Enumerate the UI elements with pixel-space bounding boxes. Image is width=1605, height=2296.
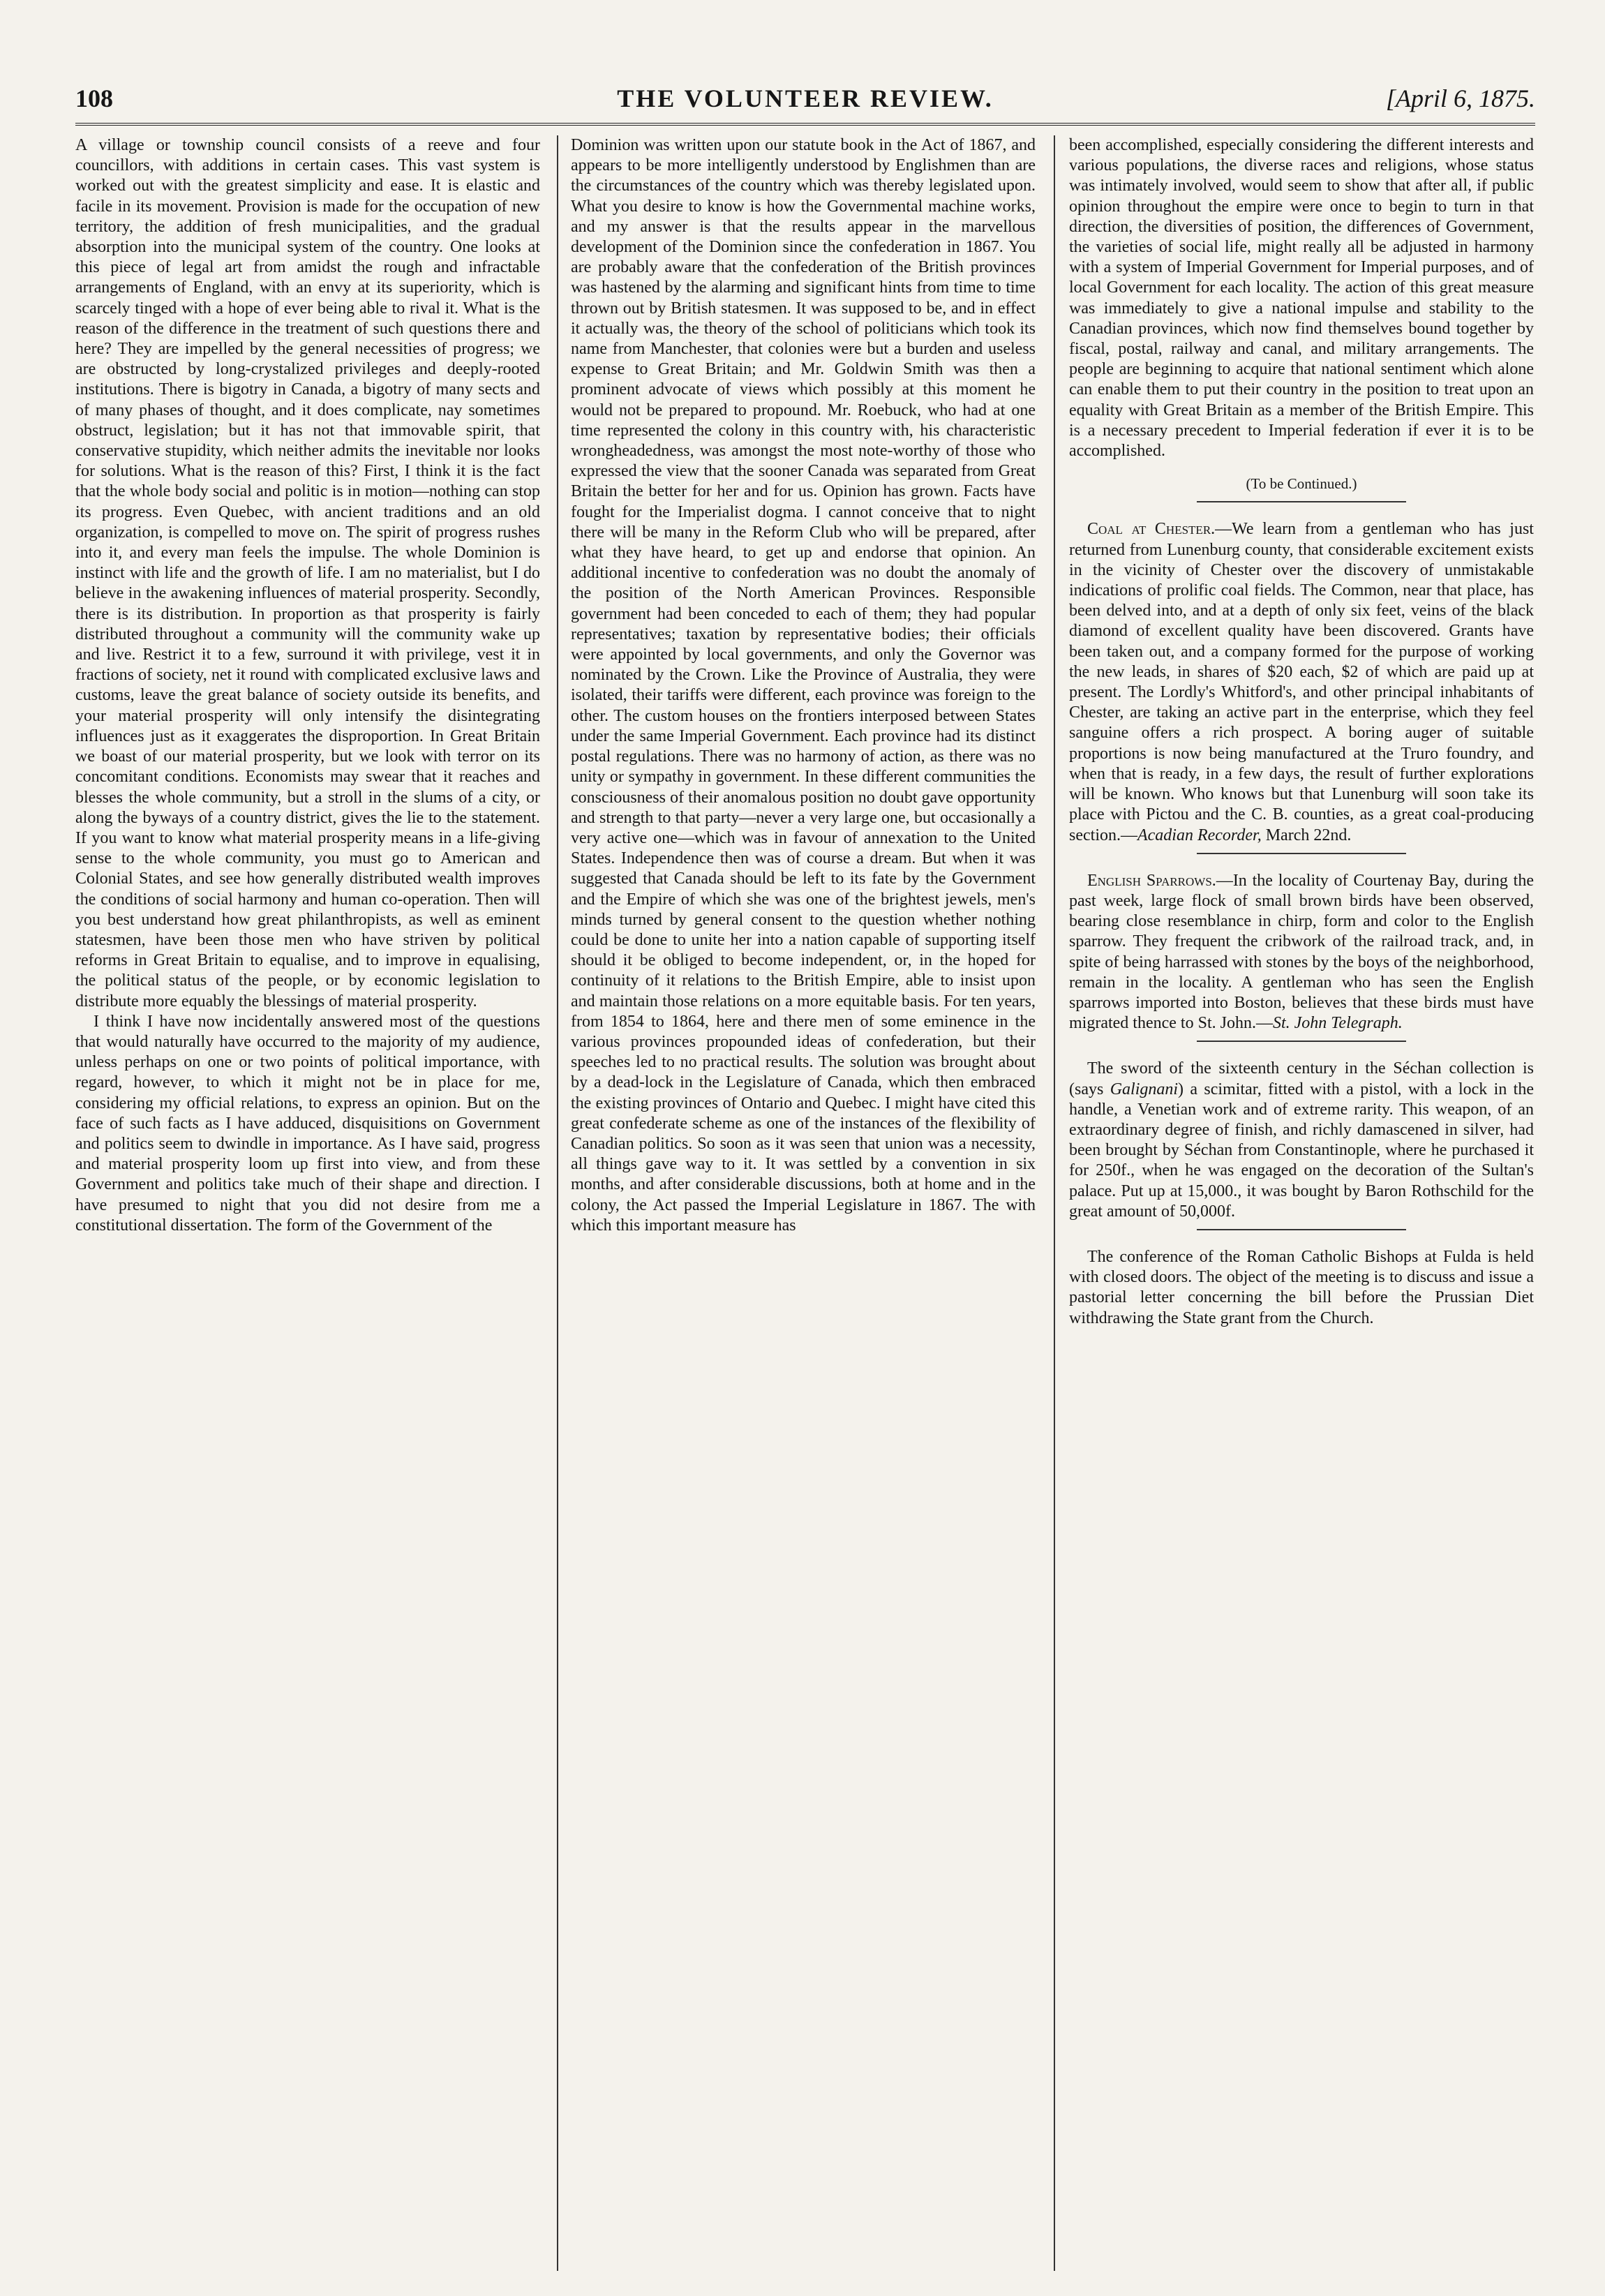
column-divider bbox=[1054, 135, 1055, 2271]
article-paragraph: A village or township council consists of a reeve and four councillors, with additions in certain cases. This vast system is worked out with the greatest simplicity and ease. It is elastic and facile in its movement. Provision is made for the occupation of new territory, the addition of fresh municipalities, and the gradual absorption into the municipal system of the country. One looks at this piece of legal art from amidst the rough and infractable arrangements of England, with an envy at its superiority, which is scarcely tinged with a hope of ever being able to rival it. What is the reason of the difference in the treatment of such questions there and here? They are impelled by the general necessities of progress; we are obstructed by long-crystalized privileges and deeply-rooted institutions. There is bigotry in Canada, a bigotry of many sects and of many phases of thought, and it does complicate, nay sometimes obstruct, legislation; but it has not that immovable spirit, that conservative stupidity, which neither admits the inevitable nor looks for solutions. What is the reason of this? First, I think it is the fact that the whole body social and politic is in motion—nothing can stop its progress. Even Quebec, with ancient traditions and an old organization, is compelled to move on. The spirit of progress rushes into it, and every man feels the impulse. The whole Dominion is instinct with life and the growth of life. I am no materialist, but I do believe in the awakening influences of material prosperity. Secondly, there is its distribution. In proportion as that prosperity is fairly distributed throughout a community will the community wake up and live. Restrict it to a few, surround it with privilege, vest it in fractions of society, net it round with complicated exclusive laws and customs, leave the great balance of society outside its benefits, and your material prosperity will only intensify the disintegrating influences just as it exaggerates the disproportion. In Great Britain we boast of our material prosperity, but we look with terror on its concomitant conditions. Economists may swear that it reaches and blesses the whole community, but a stroll in the slums of a city, or along the byways of a country district, gives the lie to the statement. If you want to know what material prosperity means in a life-giving sense to the whole community, you must go to American and Colonial States, and see how generally distributed wealth improves the conditions of social harmony and human co-operation. Then will you best understand how great philanthropists, as well as eminent statesmen, have been those men who have striven by political reforms in Great Britain to equalise, and to improve in equalising, the political status of the people, or by economic legislation to distribute more equably the blessings of material prosperity. bbox=[75, 136, 540, 1011]
article-paragraph: I think I have now incidentally answered most of the questions that would naturally have occurred to the majority of my audience, unless perhaps on one or two points of political importance, with regard, however, to which it might not be in place for me, considering my official relations, to express an opinion. But on the face of such facts as I have adduced, disquisitions on Government and politics seem to dwindle in importance. As I have said, progress and material prosperity loom up first into view, and from these Government and politics take much of their shape and direction. I have presumed to night that you did not desire from me a constitutional dissertation. The form of the Government of the bbox=[75, 1012, 540, 1235]
article-paragraph: been accomplished, especially considering the different interests and various populations, the diverse races and religions, whose status was intimately involved, would seem to show that after all, if public opinion throughout the empire were once to begin to turn in that direction, the diversities of position, the differences of Government, the varieties of social life, might really all be adjusted in harmony with a system of Imperial Government for Imperial purposes, and of local Government for each locality. The action of this great measure was immediately to give a national impulse and stability to the Canadian provinces, which now find themselves bound together by fiscal, postal, railway and canal, and military arrangements. The people are beginning to acquire that national sentiment which alone can enable them to put their country in the position to treat upon an equality with Great Britain as a member of the British Empire. This is a necessary precedent to Imperial federation if ever it is to be accomplished. bbox=[1069, 136, 1534, 461]
section-rule bbox=[1197, 1041, 1406, 1042]
news-item-coal bbox=[1069, 519, 1534, 845]
news-item-heading: English Sparrows. bbox=[1087, 871, 1216, 890]
section-rule bbox=[1197, 853, 1406, 854]
article-paragraph: Dominion was written upon our statute book in the Act of 1867, and appears to be more intelligently understood by Englishmen than are the circumstances of the country which was thereby legislated upon. What you desire to know is how the Governmental machine works, and my answer is that the results appear in the marvellous development of the Dominion since the confederation in 1867. You are probably aware that the confederation of the British provinces was hastened by the alarming and significant hints from time to time thrown out by British statesmen. It was supposed to be, and in effect it actually was, the theory of the school of politicians which took its name from Manchester, that colonies were but a burden and useless expense to Great Britain; and Mr. Goldwin Smith was then a prominent advocate of views which possibly at this moment he would not be prepared to propound. Mr. Roebuck, who had at one time represented the colony in this country with, his characteristic wrongheadedness, was amongst the most note-worthy of those who expressed the view that the sooner Canada was separated from Great Britain the better for her and for us. Opinion has grown. Facts have fought for the Imperialist dogma. I cannot conceive that to night there will be many in the Reform Club who will be prepared, after what they have heard, to get up and endorse that opinion. An additional incentive to confederation was no doubt the anomaly of the position of the North American Provinces. Responsible government had been conceded to each of them; they had popular representatives; taxation by representative bodies; their officials were appointed by local governments, and only the Governor was nominated by the Crown. Like the Province of Australia, they were isolated, their tariffs were different, each province was foreign to the other. The custom houses on the frontiers interposed between States under the same Imperial Government. Each province had its distinct postal regulations. There was no harmony of action, as there was no unity or sympathy in government. In these different communities the consciousness of their anomalous position no doubt gave opportunity and strength to that party—never a very large one, but occasionally a very active one—which was in favour of annexation to the United States. Independence then was of course a dream. But when it was suggested that Canada should be left to its fate by the Government and the Empire of which she was one of the brightest jewels, men's minds turned by general consent to the question whether nothing could be done to unite her into a nation capable of supporting itself should it be obliged to become independent, or, in the hoped for continuity of it relations to the British Empire, able to insist upon and maintain those relations on a more equitable basis. For ten years, from 1854 to 1864, here and there men of some eminence in the various provinces propounded ideas of confederation, but their speeches led to no practical results. The solution was brought about by a dead-lock in the Legislature of Canada, which then embraced the existing provinces of Ontario and Quebec. I might have cited this great confederate scheme as one of the instances of the flexibility of Canadian politics. So soon as it was seen that union was a necessity, all things gave way to it. It was settled by a convention in six months, and after considerable discussions, both at home and in the colony, the Act passed the Imperial Legislature in 1867. The with which this important measure has bbox=[571, 136, 1036, 1235]
news-item-source: St. John Telegraph. bbox=[1272, 1014, 1403, 1033]
news-item-body: —In the locality of Courtenay Bay, during the past week, large flock of small brown birds have been observed, bearing close resemblance in chirp, form and color to the English sparrow. They frequent the cribwork of the railroad track, and, in spite of being harrassed with stones by the boys of the neighborhood, remain in the locality. A gentleman who has seen the English sparrows imported into Boston, believes that these birds must have migrated thence to St. John.— bbox=[1069, 871, 1534, 1033]
column-1 bbox=[75, 135, 540, 2275]
continued-note: (To be Continued.) bbox=[1246, 475, 1357, 493]
news-item-body: The sword of the sixteenth century in the Séchan collection is (says bbox=[1069, 1059, 1534, 1098]
page-header bbox=[75, 77, 1535, 120]
news-item-body: —We learn from a gentleman who has just returned from Lunenburg county, that considerable excitement exists in the vicinity of Chester over the discovery of unmistakable indications of prolific coal fields. The Common, near that place, has been delved into, and at a depth of only six feet, veins of the black diamond of excellent quality have been discovered. Grants have been taken out, and a company formed for the purpose of working the new leads, in shares of $20 each, $2 of which are paid up at present. The Lordly's Whitford's, and other principal inhabitants of Chester, are taking an active part in the enterprise, which they feel sanguine offers a rich prospect. A boring auger of suitable proportions is now being manufactured at the Truro foundry, and when that is ready, in a few days, the result of further explorations will be known. Who knows but that Lunenburg will soon take its place with Pictou and the C. B. counties, as a great coal-producing section.— bbox=[1069, 520, 1534, 844]
page-number: 108 bbox=[75, 84, 113, 112]
news-item-sparrows bbox=[1069, 871, 1534, 1034]
issue-date: [April 6, 1875. bbox=[1385, 84, 1535, 112]
publication-title: THE VOLUNTEER REVIEW. bbox=[617, 84, 994, 112]
news-item-bishops: The conference of the Roman Catholic Bishops at Fulda is held with closed doors. The object of the meeting is to discuss and issue a pastorial letter concerning the bill before the Prussian Diet withdrawing the State grant from the Church. bbox=[1069, 1247, 1534, 1327]
header-rule bbox=[75, 123, 1535, 126]
newspaper-page bbox=[75, 77, 1535, 2275]
section-rule bbox=[1197, 1229, 1406, 1230]
column-3 bbox=[1069, 135, 1534, 2275]
news-item-source: Galignani bbox=[1110, 1080, 1179, 1098]
section-rule bbox=[1197, 501, 1406, 502]
news-item-heading: Coal at Chester. bbox=[1087, 520, 1216, 539]
column-divider bbox=[557, 135, 558, 2271]
news-item-date: March 22nd. bbox=[1261, 826, 1352, 844]
news-item-body: ) a scimitar, fitted with a pistol, with a lock in the handle, a Venetian work and of extreme rarity. This weapon, of an extraordinary degree of finish, and richly damascened in silver, had been brought by Séchan from Constantinople, where he purchased it for 250f., when he was engaged on the decoration of the Sultan's palace. Put up at 15,000., it was bought by Baron Rothschild for the great amount of 50,000f. bbox=[1069, 1080, 1534, 1221]
column-2 bbox=[571, 135, 1036, 2275]
news-item-source: Acadian Recorder, bbox=[1137, 826, 1262, 844]
news-item-sword bbox=[1069, 1059, 1534, 1222]
